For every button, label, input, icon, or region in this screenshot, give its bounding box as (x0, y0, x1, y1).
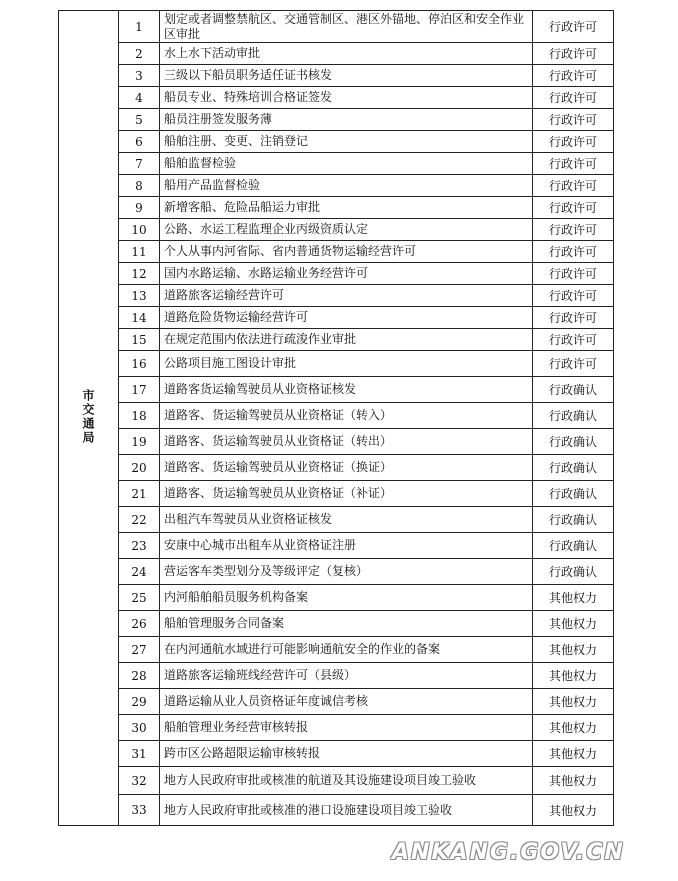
table-row (59, 65, 614, 87)
item-name: 内河船舶船员服务机构备案 (160, 585, 533, 611)
row-number: 10 (119, 219, 160, 241)
item-name: 地方人民政府审批或核准的港口设施建设项目竣工验收 (160, 795, 533, 826)
power-type: 行政许可 (533, 43, 614, 65)
item-name: 在内河通航水域进行可能影响通航安全的作业的备案 (160, 637, 533, 663)
row-number: 1 (119, 11, 160, 43)
table-row (59, 241, 614, 263)
item-name: 出租汽车驾驶员从业资格证核发 (160, 507, 533, 533)
item-name: 个人从事内河省际、省内普通货物运输经营许可 (160, 241, 533, 263)
power-type: 行政许可 (533, 175, 614, 197)
item-name: 船员专业、特殊培训合格证签发 (160, 87, 533, 109)
power-type: 行政许可 (533, 153, 614, 175)
item-name: 道路客、货运输驾驶员从业资格证（换证） (160, 455, 533, 481)
table-row (59, 11, 614, 43)
table-row (59, 285, 614, 307)
power-type: 其他权力 (533, 689, 614, 715)
power-type: 行政许可 (533, 241, 614, 263)
row-number: 18 (119, 403, 160, 429)
row-number: 11 (119, 241, 160, 263)
table-row (59, 481, 614, 507)
power-type: 行政确认 (533, 559, 614, 585)
table-row (59, 175, 614, 197)
table-row (59, 307, 614, 329)
table-row (59, 455, 614, 481)
table-row (59, 109, 614, 131)
item-name: 船舶管理业务经营审核转报 (160, 715, 533, 741)
row-number: 3 (119, 65, 160, 87)
row-number: 30 (119, 715, 160, 741)
row-number: 15 (119, 329, 160, 351)
item-name: 公路、水运工程监理企业丙级资质认定 (160, 219, 533, 241)
table-row (59, 689, 614, 715)
item-name: 道路客、货运输驾驶员从业资格证（转出） (160, 429, 533, 455)
row-number: 14 (119, 307, 160, 329)
table-body (59, 11, 614, 826)
power-type: 其他权力 (533, 795, 614, 826)
power-type: 其他权力 (533, 611, 614, 637)
row-number: 29 (119, 689, 160, 715)
item-name: 国内水路运输、水路运输业务经营许可 (160, 263, 533, 285)
power-type: 行政许可 (533, 87, 614, 109)
item-name: 地方人民政府审批或核准的航道及其设施建设项目竣工验收 (160, 767, 533, 795)
power-type: 行政许可 (533, 307, 614, 329)
row-number: 23 (119, 533, 160, 559)
item-name: 新增客船、危险品船运力审批 (160, 197, 533, 219)
item-name: 营运客车类型划分及等级评定（复核） (160, 559, 533, 585)
item-name: 道路旅客运输经营许可 (160, 285, 533, 307)
power-type: 行政许可 (533, 197, 614, 219)
table-row (59, 263, 614, 285)
item-name: 道路危险货物运输经营许可 (160, 307, 533, 329)
power-list-table (58, 10, 614, 826)
row-number: 8 (119, 175, 160, 197)
table-row (59, 429, 614, 455)
table-row (59, 153, 614, 175)
table-row (59, 663, 614, 689)
row-number: 27 (119, 637, 160, 663)
table-row (59, 131, 614, 153)
power-type: 其他权力 (533, 767, 614, 795)
item-name: 道路运输从业人员资格证年度诚信考核 (160, 689, 533, 715)
power-type: 其他权力 (533, 741, 614, 767)
power-type: 其他权力 (533, 715, 614, 741)
table-row (59, 507, 614, 533)
row-number: 12 (119, 263, 160, 285)
power-type: 行政许可 (533, 351, 614, 377)
row-number: 4 (119, 87, 160, 109)
table-row (59, 533, 614, 559)
power-type: 其他权力 (533, 637, 614, 663)
item-name: 在规定范围内依法进行疏浚作业审批 (160, 329, 533, 351)
power-type: 行政许可 (533, 263, 614, 285)
row-number: 17 (119, 377, 160, 403)
row-number: 33 (119, 795, 160, 826)
power-type: 行政确认 (533, 403, 614, 429)
item-name: 划定或者调整禁航区、交通管制区、港区外锚地、停泊区和安全作业区审批 (160, 11, 533, 43)
row-number: 5 (119, 109, 160, 131)
power-type: 行政许可 (533, 219, 614, 241)
table-row (59, 87, 614, 109)
table-row (59, 329, 614, 351)
table-row (59, 715, 614, 741)
row-number: 9 (119, 197, 160, 219)
item-name: 船舶监督检验 (160, 153, 533, 175)
power-type: 行政许可 (533, 329, 614, 351)
row-number: 25 (119, 585, 160, 611)
row-number: 24 (119, 559, 160, 585)
power-type: 其他权力 (533, 585, 614, 611)
table-row (59, 559, 614, 585)
item-name: 道路客货运输驾驶员从业资格证核发 (160, 377, 533, 403)
item-name: 水上水下活动审批 (160, 43, 533, 65)
row-number: 28 (119, 663, 160, 689)
table-row (59, 351, 614, 377)
row-number: 31 (119, 741, 160, 767)
item-name: 跨市区公路超限运输审核转报 (160, 741, 533, 767)
item-name: 安康中心城市出租车从业资格证注册 (160, 533, 533, 559)
row-number: 2 (119, 43, 160, 65)
row-number: 16 (119, 351, 160, 377)
power-type: 行政许可 (533, 65, 614, 87)
row-number: 26 (119, 611, 160, 637)
power-type: 行政确认 (533, 429, 614, 455)
table-row (59, 585, 614, 611)
table-row (59, 795, 614, 826)
power-type: 行政许可 (533, 11, 614, 43)
item-name: 公路项目施工图设计审批 (160, 351, 533, 377)
watermark-logo: ANKANG.GOV.CN (392, 840, 625, 865)
power-type: 行政许可 (533, 131, 614, 153)
table-row (59, 197, 614, 219)
row-number: 20 (119, 455, 160, 481)
power-type: 行政许可 (533, 285, 614, 307)
item-name: 船舶管理服务合同备案 (160, 611, 533, 637)
row-number: 6 (119, 131, 160, 153)
power-type: 行政许可 (533, 109, 614, 131)
item-name: 船用产品监督检验 (160, 175, 533, 197)
table-row (59, 377, 614, 403)
item-name: 船舶注册、变更、注销登记 (160, 131, 533, 153)
item-name: 道路旅客运输班线经营许可（县级） (160, 663, 533, 689)
department-cell (59, 11, 119, 826)
row-number: 32 (119, 767, 160, 795)
row-number: 13 (119, 285, 160, 307)
table-row (59, 43, 614, 65)
table-row (59, 741, 614, 767)
row-number: 21 (119, 481, 160, 507)
item-name: 道路客、货运输驾驶员从业资格证（转入） (160, 403, 533, 429)
power-type: 行政确认 (533, 481, 614, 507)
row-number: 19 (119, 429, 160, 455)
row-number: 22 (119, 507, 160, 533)
power-type: 其他权力 (533, 663, 614, 689)
row-number: 7 (119, 153, 160, 175)
power-type: 行政确认 (533, 455, 614, 481)
department-name: 市交通局 (81, 388, 95, 445)
item-name: 船员注册签发服务薄 (160, 109, 533, 131)
table-row (59, 767, 614, 795)
item-name: 道路客、货运输驾驶员从业资格证（补证） (160, 481, 533, 507)
table-row (59, 611, 614, 637)
table-row (59, 637, 614, 663)
power-type: 行政确认 (533, 533, 614, 559)
table-row (59, 219, 614, 241)
item-name: 三级以下船员职务适任证书核发 (160, 65, 533, 87)
power-type: 行政确认 (533, 377, 614, 403)
table-row (59, 403, 614, 429)
power-type: 行政确认 (533, 507, 614, 533)
